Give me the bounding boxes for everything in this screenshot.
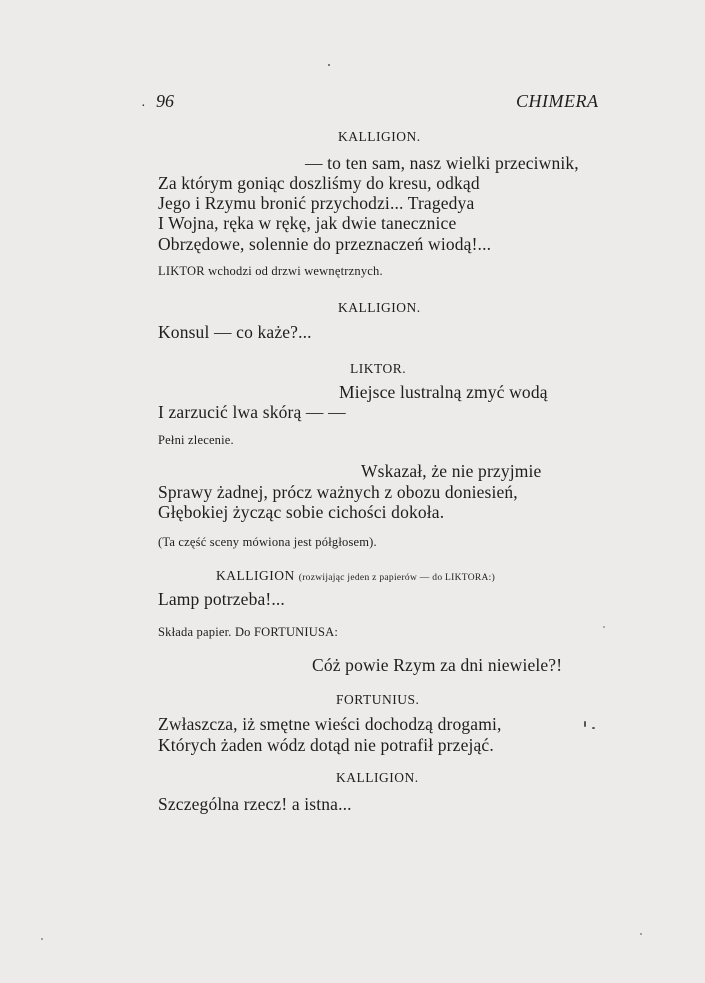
print-speck <box>41 938 43 940</box>
stage-direction: Pełni zlecenie. <box>158 433 234 447</box>
verse-line: Obrzędowe, solennie do przeznaczeń wiodą!... <box>158 234 492 254</box>
verse-line: Lamp potrzeba!... <box>158 589 285 609</box>
speaker-heading: KALLIGION. <box>338 300 421 315</box>
stage-direction: LIKTOR wchodzi od drzwi wewnętrznych. <box>158 264 383 278</box>
stage-direction-inline: (rozwijając jeden z papierów — do LIKTORA:) <box>298 573 496 583</box>
verse-line: Cóż powie Rzym za dni niewiele?! <box>312 655 563 675</box>
verse-line: I zarzucić lwa skórą — — <box>158 402 346 422</box>
speaker-heading: FORTUNIUS. <box>336 692 420 707</box>
verse-line: Miejsce lustralną zmyć wodą <box>339 382 548 402</box>
verse-line: Głębokiej życząc sobie cichości dokoła. <box>158 502 445 522</box>
print-speck <box>603 626 605 628</box>
print-speck <box>584 721 586 727</box>
page-marker-dot: · <box>141 99 146 114</box>
speaker-line-with-note <box>216 568 495 584</box>
stage-direction: (Ta część sceny mówiona jest półgłosem). <box>158 535 377 549</box>
verse-line: Szczególna rzecz! a istna... <box>158 794 352 814</box>
print-speck <box>592 727 595 729</box>
speaker-heading: KALLIGION. <box>336 770 419 785</box>
verse-line: Sprawy żadnej, prócz ważnych z obozu doniesień, <box>158 482 518 502</box>
running-title: CHIMERA <box>516 91 599 111</box>
verse-line: Konsul — co każe?... <box>158 322 312 342</box>
print-speck <box>640 933 642 935</box>
page-number: 96 <box>156 91 174 111</box>
verse-line: — to ten sam, nasz wielki przeciwnik, <box>305 153 579 173</box>
verse-line: I Wojna, ręka w rękę, jak dwie tanecznice <box>158 213 457 233</box>
print-speck <box>328 64 330 66</box>
speaker-heading: KALLIGION. <box>338 129 421 144</box>
verse-line: Jego i Rzymu bronić przychodzi... Tragedya <box>158 193 475 213</box>
verse-line: Zwłaszcza, iż smętne wieści dochodzą drogami, <box>158 714 502 734</box>
speaker-heading: KALLIGION <box>216 568 295 583</box>
verse-line: Wskazał, że nie przyjmie <box>361 461 542 481</box>
speaker-heading: LIKTOR. <box>350 361 407 376</box>
stage-direction: Składa papier. Do FORTUNIUSA: <box>158 625 339 639</box>
verse-line: Za którym goniąc doszliśmy do kresu, odkąd <box>158 173 480 193</box>
verse-line: Których żaden wódz dotąd nie potrafił przejąć. <box>158 735 494 755</box>
